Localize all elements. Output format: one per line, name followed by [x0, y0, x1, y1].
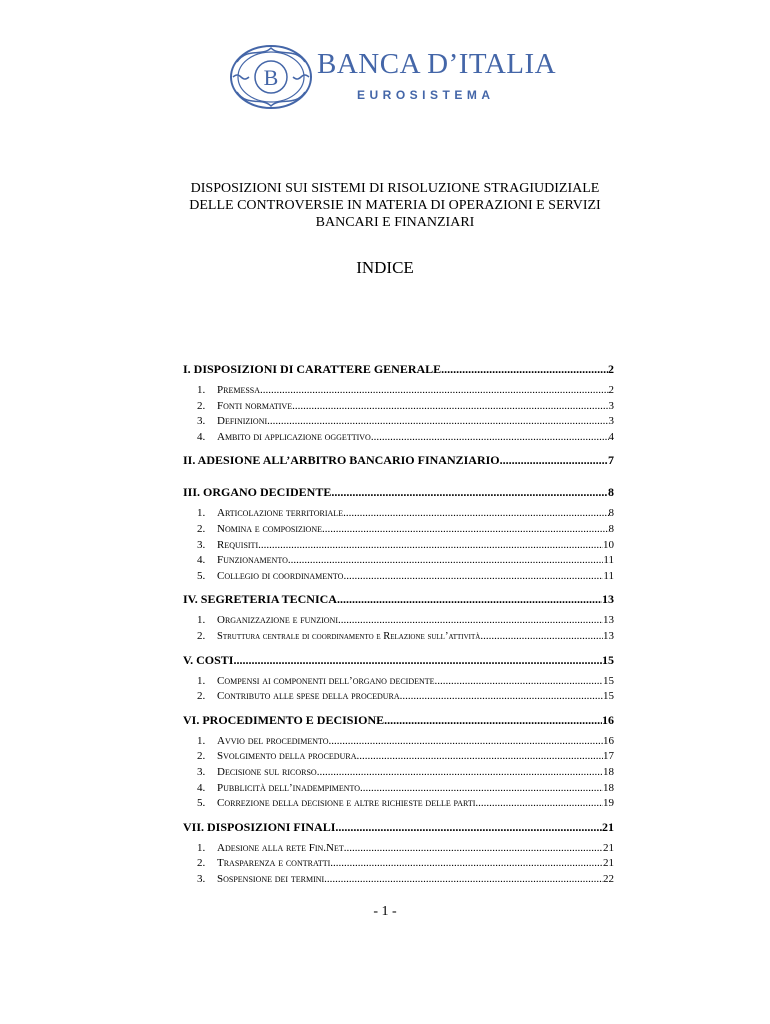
toc-leader: [292, 400, 608, 412]
toc-leader: [343, 570, 603, 582]
toc-leader: [324, 873, 603, 885]
toc-item-page: 4: [608, 430, 614, 443]
toc-leader: [329, 735, 603, 747]
toc-item[interactable]: [183, 630, 614, 646]
toc-item-title: Organizzazione e funzioni: [217, 614, 338, 627]
toc-item-number: 1.: [197, 614, 206, 627]
toc-item-page: 19: [603, 797, 614, 810]
toc-item-page: 18: [603, 781, 614, 794]
toc-item-title: Ambito di applicazione oggettivo: [217, 430, 371, 443]
toc-item-number: 3.: [197, 538, 206, 551]
toc-item-title: Compensi ai componenti dell’organo decidente: [217, 674, 435, 687]
toc-item-page: 21: [603, 841, 614, 854]
bank-name: BANCA D’ITALIA: [317, 48, 557, 80]
document-title: [100, 180, 690, 231]
toc-item-number: 5.: [197, 569, 206, 582]
toc-item[interactable]: [183, 857, 614, 873]
toc-section-title: VI. PROCEDIMENTO E DECISIONE: [183, 712, 385, 727]
toc-item-number: 5.: [197, 797, 206, 810]
toc-item-number: 2.: [197, 857, 206, 870]
title-line: DELLE CONTROVERSIE IN MATERIA DI OPERAZIONI E SERVIZI: [189, 198, 601, 213]
toc-item-title: Svolgimento della procedura: [217, 750, 357, 763]
toc-item-title: Nomina e composizione: [217, 522, 322, 535]
toc-section-row[interactable]: [183, 713, 614, 729]
toc-item[interactable]: [183, 554, 614, 570]
toc-leader: [267, 415, 608, 427]
toc-section[interactable]: [183, 653, 614, 706]
toc-section-page: 15: [602, 652, 614, 667]
toc-section-title: IV. SEGRETERIA TECNICA: [183, 592, 337, 607]
toc-item-page: 22: [603, 872, 614, 885]
toc-leader: [480, 630, 603, 642]
bank-emblem-icon: [227, 42, 315, 112]
toc-item-title: Avvio del procedimento: [217, 734, 329, 747]
toc-item-page: 2: [608, 384, 614, 396]
toc-item[interactable]: [183, 539, 614, 555]
toc-item-page: 13: [603, 629, 614, 642]
toc-section-row[interactable]: [183, 362, 614, 378]
toc-leader: [371, 431, 609, 443]
toc-section-title: I. DISPOSIZIONI DI CARATTERE GENERALE: [183, 362, 442, 376]
toc-item-title: Articolazione territoriale: [217, 507, 344, 520]
toc-item-number: 2.: [197, 629, 206, 642]
toc-section-row[interactable]: [183, 485, 614, 501]
toc-item[interactable]: [183, 797, 614, 813]
toc-section-row[interactable]: [183, 820, 614, 836]
toc-leader: [330, 857, 603, 869]
toc-item-page: 15: [603, 690, 614, 703]
toc-leader: [384, 713, 602, 728]
toc-leader: [344, 842, 603, 854]
toc-item[interactable]: [183, 766, 614, 782]
toc-section[interactable]: [183, 362, 614, 446]
toc-item-number: 2.: [197, 750, 206, 763]
toc-item-page: 3: [608, 399, 614, 412]
toc-item-number: 2.: [197, 522, 206, 535]
toc-section[interactable]: [183, 453, 614, 469]
toc-item-title: Fonti normative: [217, 399, 293, 412]
toc-section-title: II. ADESIONE ALL’ARBITRO BANCARIO FINANZIARIO: [183, 453, 500, 468]
toc-item-title: Funzionamento: [217, 554, 288, 567]
toc-item-page: 3: [608, 415, 614, 428]
toc-item-number: 1.: [197, 384, 206, 396]
toc-item-title: Struttura centrale di coordinamento e Relazione sull’attività: [217, 630, 481, 642]
toc-item-page: 8: [608, 507, 614, 520]
toc-item-number: 3.: [197, 415, 206, 428]
toc-item-number: 1.: [197, 674, 206, 687]
toc-item-number: 2.: [197, 399, 206, 412]
toc-item-number: 4.: [197, 781, 206, 794]
toc-leader: [500, 453, 608, 468]
toc-section-title: V. COSTI: [183, 652, 234, 667]
toc-section[interactable]: [183, 485, 614, 585]
toc-section-row[interactable]: [183, 653, 614, 669]
toc-item[interactable]: [183, 400, 614, 416]
toc-item-number: 1.: [197, 841, 206, 854]
index-heading: INDICE: [356, 258, 414, 277]
toc-item[interactable]: [183, 842, 614, 858]
toc-section-row[interactable]: [183, 592, 614, 608]
toc-section[interactable]: [183, 592, 614, 645]
toc-item-title: Pubblicità dell’inadempimento: [217, 781, 361, 794]
toc-leader: [337, 592, 602, 607]
toc-leader: [288, 554, 604, 566]
toc-item-title: Collegio di coordinamento: [217, 569, 344, 582]
toc-leader: [338, 614, 603, 626]
toc-leader: [400, 690, 603, 702]
toc-item-page: 17: [603, 750, 614, 763]
toc-section-page: 21: [602, 819, 614, 834]
toc-item[interactable]: [183, 873, 614, 889]
table-of-contents: [183, 362, 614, 888]
toc-leader: [335, 820, 602, 835]
toc-item-page: 11: [603, 554, 614, 567]
toc-leader: [360, 782, 603, 794]
toc-item[interactable]: [183, 690, 614, 706]
toc-item[interactable]: [183, 782, 614, 798]
toc-leader: [441, 362, 608, 377]
toc-item-number: 2.: [197, 690, 206, 703]
toc-leader: [233, 653, 602, 668]
title-line: DISPOSIZIONI SUI SISTEMI DI RISOLUZIONE STRAGIUDIZIALE: [190, 181, 600, 196]
toc-item-number: 1.: [197, 734, 206, 747]
toc-item-title: Requisiti: [217, 538, 259, 551]
page-number: - 1 -: [373, 904, 397, 919]
toc-section-page: 8: [608, 485, 614, 500]
toc-item[interactable]: [183, 507, 614, 523]
toc-section-page: 13: [602, 592, 614, 607]
toc-item[interactable]: [183, 735, 614, 751]
toc-item[interactable]: [183, 523, 614, 539]
toc-item-title: Trasparenza e contratti: [217, 857, 331, 870]
toc-section-page: 7: [608, 453, 614, 468]
toc-leader: [260, 384, 608, 396]
toc-item-title: Premessa: [217, 384, 261, 396]
toc-item-page: 18: [603, 765, 614, 778]
svg-text:B: B: [263, 65, 279, 90]
toc-section-title: III. ORGANO DECIDENTE: [183, 485, 332, 500]
toc-section-title: VII. DISPOSIZIONI FINALI: [183, 819, 336, 834]
toc-item-page: 15: [603, 674, 614, 687]
toc-item[interactable]: [183, 415, 614, 431]
toc-item-title: Contributo alle spese della procedura: [217, 690, 400, 703]
toc-item-number: 3.: [197, 872, 206, 885]
toc-section[interactable]: [183, 820, 614, 889]
toc-item-title: Sospensione dei termini: [217, 872, 325, 885]
toc-item-title: Correzione della decisione e altre richieste delle parti: [217, 797, 476, 810]
toc-item-page: 8: [608, 522, 614, 535]
toc-item[interactable]: [183, 570, 614, 586]
toc-section-row[interactable]: [183, 453, 614, 469]
toc-leader: [343, 507, 608, 519]
toc-section[interactable]: [183, 713, 614, 813]
toc-leader: [356, 750, 603, 762]
toc-item[interactable]: [183, 675, 614, 691]
toc-leader: [322, 523, 609, 535]
toc-item[interactable]: [183, 431, 614, 447]
toc-leader: [435, 675, 603, 687]
toc-item-page: 10: [603, 538, 614, 551]
toc-leader: [317, 766, 603, 778]
title-line: BANCARI E FINANZIARI: [315, 215, 475, 230]
toc-item-page: 13: [603, 614, 614, 627]
toc-leader: [258, 539, 603, 551]
toc-item-page: 11: [603, 569, 614, 582]
toc-item-number: 4.: [197, 430, 206, 443]
toc-section-page: 2: [608, 362, 614, 376]
bank-logo: [205, 40, 557, 112]
toc-section-page: 16: [602, 712, 614, 727]
toc-item-number: 1.: [197, 507, 206, 520]
toc-item[interactable]: [183, 384, 614, 400]
toc-leader: [331, 485, 608, 500]
bank-subtitle: EUROSISTEMA: [357, 88, 495, 102]
toc-item-title: Definizioni: [217, 415, 268, 428]
toc-leader: [475, 797, 603, 809]
toc-item-title: Adesione alla rete Fin.Net: [217, 841, 344, 854]
toc-item-number: 4.: [197, 554, 206, 567]
toc-item[interactable]: [183, 750, 614, 766]
toc-item-page: 21: [603, 857, 614, 870]
toc-item-number: 3.: [197, 765, 206, 778]
toc-item[interactable]: [183, 614, 614, 630]
toc-item-page: 16: [603, 734, 614, 747]
toc-item-title: Decisione sul ricorso: [217, 765, 317, 778]
